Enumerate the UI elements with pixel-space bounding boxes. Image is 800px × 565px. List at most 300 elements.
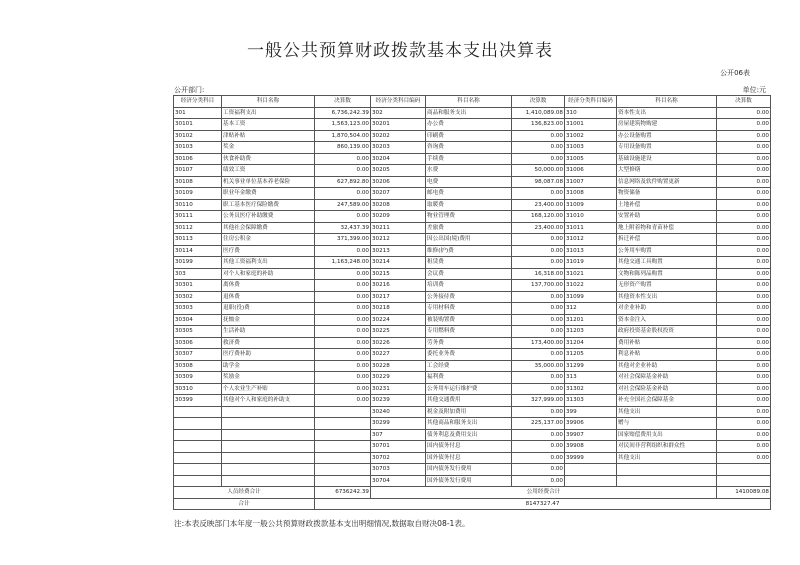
amount-cell: 0.00	[512, 475, 565, 487]
econ-code-cell	[174, 406, 222, 418]
econ-code-cell: 307	[371, 429, 426, 441]
subject-name-cell: 对个人和家庭的补助	[222, 268, 315, 280]
amount-cell: 0.00	[717, 452, 771, 464]
subject-name-cell: 政府投资基金股权投资	[617, 326, 717, 338]
amount-cell: 0.00	[717, 268, 771, 280]
amount-cell: 860,139.00	[315, 142, 371, 154]
department-label: 公开部门:	[174, 86, 205, 94]
header-amount: 决算数	[315, 96, 371, 108]
subject-name-cell: 拆迁补偿	[617, 234, 717, 246]
table-row	[174, 464, 771, 476]
table-row	[174, 268, 771, 280]
econ-code-cell: 31299	[565, 360, 617, 372]
amount-cell: 0.00	[512, 188, 565, 200]
subject-name-cell: 补充全国社会保障基金	[617, 395, 717, 407]
subject-name-cell: 公务用车购置	[617, 245, 717, 257]
econ-code-cell: 30304	[174, 314, 222, 326]
econ-code-cell	[174, 464, 222, 476]
econ-code-cell: 31022	[565, 280, 617, 292]
econ-code-cell: 30106	[174, 153, 222, 165]
amount-cell: 0.00	[717, 199, 771, 211]
subject-name-cell: 其他支出	[617, 406, 717, 418]
econ-code-cell: 31008	[565, 188, 617, 200]
econ-code-cell: 30240	[371, 406, 426, 418]
econ-code-cell: 30215	[371, 268, 426, 280]
amount-cell: 0.00	[315, 372, 371, 384]
econ-code-cell: 31002	[565, 130, 617, 142]
subject-name-cell: 房屋建筑物购建	[617, 119, 717, 131]
subject-name-cell: 公务用车运行维护费	[426, 383, 512, 395]
header-amount: 决算数	[512, 96, 565, 108]
amount-cell: 0.00	[717, 337, 771, 349]
subject-name-cell: 对社会保障基金补助	[617, 372, 717, 384]
econ-code-cell: 312	[565, 303, 617, 315]
econ-code-cell: 39999	[565, 452, 617, 464]
subject-name-cell: 生活补助	[222, 326, 315, 338]
amount-cell: 0.00	[717, 372, 771, 384]
personnel-total-value: 6736242.39	[315, 487, 371, 499]
table-row	[174, 395, 771, 407]
amount-cell: 0.00	[717, 429, 771, 441]
amount-cell: 1,410,089.08	[512, 107, 565, 119]
table-row	[174, 441, 771, 453]
table-row	[174, 165, 771, 177]
subject-name-cell: 助学金	[222, 360, 315, 372]
amount-cell: 0.00	[717, 130, 771, 142]
amount-cell: 0.00	[512, 234, 565, 246]
subject-name-cell: 对社会保险基金补助	[617, 383, 717, 395]
table-row	[174, 475, 771, 487]
table-row	[174, 349, 771, 361]
expenditure-table	[173, 95, 771, 510]
footnote: 注:本表反映部门本年度一般公共预算财政拨款基本支出明细情况,数据取自财决08-1表。	[174, 519, 470, 528]
amount-cell	[717, 464, 771, 476]
econ-code-cell: 30239	[371, 395, 426, 407]
subject-name-cell	[222, 429, 315, 441]
econ-code-cell: 30101	[174, 119, 222, 131]
subject-name-cell: 基础设施建设	[617, 153, 717, 165]
subject-name-cell: 国家赔偿费用支出	[617, 429, 717, 441]
subject-name-cell: 奖金	[222, 142, 315, 154]
amount-cell: 23,400.00	[512, 199, 565, 211]
subject-name-cell: 物业管理费	[426, 211, 512, 223]
subject-name-cell: 医疗费	[222, 245, 315, 257]
econ-code-cell: 39907	[565, 429, 617, 441]
econ-code-cell: 31303	[565, 395, 617, 407]
amount-cell: 137,700.00	[512, 280, 565, 292]
table-row	[174, 107, 771, 119]
amount-cell: 0.00	[512, 314, 565, 326]
econ-code-cell	[174, 452, 222, 464]
subject-name-cell: 个人农业生产补贴	[222, 383, 315, 395]
subject-name-cell: 资本金注入	[617, 314, 717, 326]
econ-code-cell: 302	[371, 107, 426, 119]
econ-code-cell: 39908	[565, 441, 617, 453]
econ-code-cell: 30216	[371, 280, 426, 292]
amount-cell: 0.00	[315, 153, 371, 165]
subject-name-cell: 咨询费	[426, 142, 512, 154]
subject-name-cell: 职工基本医疗保险缴费	[222, 199, 315, 211]
econ-code-cell	[174, 441, 222, 453]
subject-name-cell: 福利费	[426, 372, 512, 384]
public-total-value: 1410089.08	[717, 487, 771, 499]
subject-name-cell: 水费	[426, 165, 512, 177]
subject-name-cell: 抚恤金	[222, 314, 315, 326]
table-row	[174, 291, 771, 303]
subject-name-cell: 公务接待费	[426, 291, 512, 303]
amount-cell: 0.00	[717, 165, 771, 177]
subject-name-cell: 邮电费	[426, 188, 512, 200]
subject-name-cell: 离休费	[222, 280, 315, 292]
econ-code-cell: 30217	[371, 291, 426, 303]
econ-code-cell	[565, 475, 617, 487]
econ-code-cell: 30213	[371, 245, 426, 257]
amount-cell: 0.00	[512, 303, 565, 315]
econ-code-cell: 30704	[371, 475, 426, 487]
subject-name-cell: 其他对个人和家庭的补助支	[222, 395, 315, 407]
table-row	[174, 188, 771, 200]
amount-cell: 0.00	[512, 406, 565, 418]
subject-name-cell: 津贴补贴	[222, 130, 315, 142]
subject-name-cell: 利息补贴	[617, 349, 717, 361]
subject-name-cell: 取暖费	[426, 199, 512, 211]
subject-name-cell: 住房公积金	[222, 234, 315, 246]
subject-name-cell: 国外债务发行费用	[426, 475, 512, 487]
amount-cell: 0.00	[315, 245, 371, 257]
amount-cell: 0.00	[717, 176, 771, 188]
table-row	[174, 199, 771, 211]
subject-name-cell: 土地补偿	[617, 199, 717, 211]
header-econ-code: 经济分类科目编码	[371, 96, 426, 108]
amount-cell: 0.00	[315, 188, 371, 200]
subject-name-cell: 文物和陈列品购置	[617, 268, 717, 280]
subject-name-cell: 专用设备购置	[617, 142, 717, 154]
subject-name-cell: 被装购置费	[426, 314, 512, 326]
amount-cell: 168,120.00	[512, 211, 565, 223]
amount-cell: 627,892.80	[315, 176, 371, 188]
amount-cell	[315, 452, 371, 464]
subject-name-cell: 赠与	[617, 418, 717, 430]
econ-code-cell: 31201	[565, 314, 617, 326]
econ-code-cell: 30303	[174, 303, 222, 315]
subject-name-cell: 资本性支出	[617, 107, 717, 119]
amount-cell: 50,000.00	[512, 165, 565, 177]
econ-code-cell: 30205	[371, 165, 426, 177]
subject-name-cell	[222, 475, 315, 487]
subject-name-cell: 伙食补助费	[222, 153, 315, 165]
econ-code-cell: 31013	[565, 245, 617, 257]
econ-code-cell: 31001	[565, 119, 617, 131]
econ-code-cell: 30306	[174, 337, 222, 349]
econ-code-cell: 30211	[371, 222, 426, 234]
econ-code-cell: 30206	[371, 176, 426, 188]
econ-code-cell: 30307	[174, 349, 222, 361]
amount-cell: 0.00	[717, 188, 771, 200]
econ-code-cell: 31205	[565, 349, 617, 361]
subject-name-cell: 委托业务费	[426, 349, 512, 361]
amount-cell: 0.00	[315, 337, 371, 349]
subject-name-cell	[222, 441, 315, 453]
econ-code-cell: 30229	[371, 372, 426, 384]
subject-name-cell: 会议费	[426, 268, 512, 280]
econ-code-cell: 30102	[174, 130, 222, 142]
econ-code-cell: 30214	[371, 257, 426, 269]
subject-name-cell	[617, 464, 717, 476]
table-row	[174, 245, 771, 257]
econ-code-cell: 39906	[565, 418, 617, 430]
table-row	[174, 429, 771, 441]
table-row	[174, 406, 771, 418]
grand-total-label: 合计	[174, 498, 315, 510]
subject-name-cell: 对企业补助	[617, 303, 717, 315]
grand-total-value: 8147327.47	[315, 498, 771, 510]
econ-code-cell: 30226	[371, 337, 426, 349]
subject-name-cell: 其他对企业补助	[617, 360, 717, 372]
table-row	[174, 234, 771, 246]
econ-code-cell: 31203	[565, 326, 617, 338]
subject-name-cell: 其他交通费用	[426, 395, 512, 407]
econ-code-cell: 30207	[371, 188, 426, 200]
subject-name-cell: 专用燃料费	[426, 326, 512, 338]
subject-name-cell: 安置补助	[617, 211, 717, 223]
table-row	[174, 372, 771, 384]
econ-code-cell: 30310	[174, 383, 222, 395]
subject-name-cell: 无形资产购置	[617, 280, 717, 292]
subject-name-cell: 其他交通工具购置	[617, 257, 717, 269]
amount-cell: 0.00	[717, 383, 771, 395]
econ-code-cell: 30301	[174, 280, 222, 292]
subject-name-cell: 其他社会保障缴费	[222, 222, 315, 234]
amount-cell: 23,400.00	[512, 222, 565, 234]
subject-name-cell: 对民间非营利组织和群众性	[617, 441, 717, 453]
subject-name-cell: 大型修缮	[617, 165, 717, 177]
econ-code-cell: 31006	[565, 165, 617, 177]
subject-name-cell: 费用补贴	[617, 337, 717, 349]
table-row	[174, 337, 771, 349]
econ-code-cell: 30212	[371, 234, 426, 246]
table-row	[174, 360, 771, 372]
amount-cell: 0.00	[315, 211, 371, 223]
amount-cell: 371,399.00	[315, 234, 371, 246]
subject-name-cell: 其他工资福利支出	[222, 257, 315, 269]
amount-cell: 16,318.00	[512, 268, 565, 280]
amount-cell	[315, 429, 371, 441]
amount-cell: 0.00	[315, 349, 371, 361]
amount-cell: 0.00	[512, 153, 565, 165]
table-row	[174, 257, 771, 269]
econ-code-cell: 310	[565, 107, 617, 119]
table-row	[174, 452, 771, 464]
table-row	[174, 119, 771, 131]
amount-cell: 98,087.08	[512, 176, 565, 188]
header-row	[174, 96, 771, 108]
econ-code-cell: 30114	[174, 245, 222, 257]
subject-name-cell: 印刷费	[426, 130, 512, 142]
table-row	[174, 211, 771, 223]
amount-cell: 0.00	[717, 153, 771, 165]
amount-cell: 0.00	[717, 360, 771, 372]
amount-cell: 0.00	[717, 314, 771, 326]
econ-code-cell: 30204	[371, 153, 426, 165]
econ-code-cell: 31019	[565, 257, 617, 269]
amount-cell: 0.00	[512, 257, 565, 269]
subject-name-cell: 国外债务付息	[426, 452, 512, 464]
subject-name-cell: 医疗费补助	[222, 349, 315, 361]
amount-cell	[315, 441, 371, 453]
amount-cell: 0.00	[315, 314, 371, 326]
subject-name-cell: 工资福利支出	[222, 107, 315, 119]
econ-code-cell: 30218	[371, 303, 426, 315]
subject-name-cell: 地上附着物和青苗补偿	[617, 222, 717, 234]
amount-cell: 1,870,504.00	[315, 130, 371, 142]
econ-code-cell: 31007	[565, 176, 617, 188]
econ-code-cell: 31011	[565, 222, 617, 234]
page-title: 一般公共预算财政拨款基本支出决算表	[247, 41, 553, 61]
amount-cell: 0.00	[717, 303, 771, 315]
subject-name-cell	[617, 475, 717, 487]
header-subject-name: 科目名称	[222, 96, 315, 108]
subject-name-cell: 信息网络及软件购置更新	[617, 176, 717, 188]
amount-cell: 327,999.00	[512, 395, 565, 407]
amount-cell	[315, 406, 371, 418]
subject-name-cell: 退职(役)费	[222, 303, 315, 315]
econ-code-cell: 31005	[565, 153, 617, 165]
amount-cell: 0.00	[512, 383, 565, 395]
table-row	[174, 280, 771, 292]
econ-code-cell: 30103	[174, 142, 222, 154]
amount-cell: 0.00	[717, 211, 771, 223]
header-econ-code: 经济分类科目编码	[565, 96, 617, 108]
econ-code-cell: 30109	[174, 188, 222, 200]
subject-name-cell	[222, 418, 315, 430]
table-row	[174, 222, 771, 234]
subject-name-cell: 绩效工资	[222, 165, 315, 177]
amount-cell: 0.00	[315, 280, 371, 292]
amount-cell: 0.00	[717, 257, 771, 269]
subject-name-cell	[222, 406, 315, 418]
econ-code-cell: 303	[174, 268, 222, 280]
subject-name-cell	[222, 464, 315, 476]
amount-cell: 1,163,248.00	[315, 257, 371, 269]
table-row	[174, 383, 771, 395]
header-subject-name: 科目名称	[617, 96, 717, 108]
amount-cell: 136,823.00	[512, 119, 565, 131]
econ-code-cell: 31009	[565, 199, 617, 211]
subject-name-cell: 专用材料费	[426, 303, 512, 315]
econ-code-cell: 30703	[371, 464, 426, 476]
header-subject-name: 科目名称	[426, 96, 512, 108]
econ-code-cell: 30110	[174, 199, 222, 211]
amount-cell: 0.00	[512, 464, 565, 476]
subject-name-cell: 工会经费	[426, 360, 512, 372]
amount-cell: 0.00	[717, 418, 771, 430]
econ-code-cell: 30231	[371, 383, 426, 395]
amount-cell: 0.00	[717, 395, 771, 407]
amount-cell: 0.00	[512, 441, 565, 453]
amount-cell: 0.00	[717, 349, 771, 361]
subject-name-cell: 租赁费	[426, 257, 512, 269]
amount-cell: 225,137.00	[512, 418, 565, 430]
amount-cell: 0.00	[717, 222, 771, 234]
subject-name-cell	[222, 452, 315, 464]
amount-cell: 35,000.00	[512, 360, 565, 372]
econ-code-cell: 399	[565, 406, 617, 418]
table-row	[174, 176, 771, 188]
econ-code-cell: 31204	[565, 337, 617, 349]
subject-name-cell: 其他支出	[617, 452, 717, 464]
econ-code-cell: 30208	[371, 199, 426, 211]
econ-code-cell: 30309	[174, 372, 222, 384]
econ-code-cell: 30112	[174, 222, 222, 234]
subject-name-cell: 公务员医疗补助缴费	[222, 211, 315, 223]
amount-cell	[315, 464, 371, 476]
econ-code-cell	[565, 464, 617, 476]
header-econ-code: 经济分类科目	[174, 96, 222, 108]
amount-cell: 0.00	[512, 326, 565, 338]
table-row	[174, 303, 771, 315]
amount-cell: 0.00	[717, 245, 771, 257]
subject-name-cell: 差旅费	[426, 222, 512, 234]
amount-cell: 0.00	[717, 119, 771, 131]
personnel-total-label: 人员经费合计	[174, 487, 315, 499]
subject-name-cell: 因公出国(境)费用	[426, 234, 512, 246]
amount-cell: 0.00	[512, 429, 565, 441]
amount-cell: 0.00	[717, 280, 771, 292]
amount-cell: 0.00	[315, 303, 371, 315]
econ-code-cell: 31099	[565, 291, 617, 303]
econ-code-cell: 30308	[174, 360, 222, 372]
subject-name-cell: 税金及附加费用	[426, 406, 512, 418]
amount-cell: 0.00	[315, 268, 371, 280]
subject-name-cell: 劳务费	[426, 337, 512, 349]
grand-total-row	[174, 498, 771, 510]
form-number: 公开06表	[720, 69, 750, 77]
subject-name-cell: 救济费	[222, 337, 315, 349]
subject-name-cell: 办公设备购置	[617, 130, 717, 142]
econ-code-cell: 30701	[371, 441, 426, 453]
subject-name-cell: 其他资本性支出	[617, 291, 717, 303]
econ-code-cell	[174, 418, 222, 430]
subject-name-cell: 商品和服务支出	[426, 107, 512, 119]
subject-name-cell: 机关事业单位基本养老保险	[222, 176, 315, 188]
subject-name-cell: 办公费	[426, 119, 512, 131]
econ-code-cell: 30108	[174, 176, 222, 188]
amount-cell: 0.00	[512, 142, 565, 154]
unit-label: 单位:元	[742, 86, 766, 94]
amount-cell: 0.00	[512, 291, 565, 303]
amount-cell: 0.00	[512, 452, 565, 464]
table-row	[174, 314, 771, 326]
subject-name-cell: 债务利息及费用支出	[426, 429, 512, 441]
amount-cell: 0.00	[717, 406, 771, 418]
amount-cell: 0.00	[315, 395, 371, 407]
econ-code-cell: 31302	[565, 383, 617, 395]
amount-cell: 0.00	[717, 234, 771, 246]
amount-cell: 0.00	[512, 130, 565, 142]
subject-name-cell: 退休费	[222, 291, 315, 303]
table-row	[174, 326, 771, 338]
amount-cell: 0.00	[512, 372, 565, 384]
table-row	[174, 153, 771, 165]
amount-cell: 173,400.00	[512, 337, 565, 349]
amount-cell	[717, 475, 771, 487]
amount-cell: 0.00	[717, 107, 771, 119]
amount-cell: 0.00	[717, 326, 771, 338]
amount-cell: 0.00	[512, 245, 565, 257]
subject-name-cell: 其他商品和服务支出	[426, 418, 512, 430]
amount-cell: 0.00	[315, 165, 371, 177]
econ-code-cell: 30228	[371, 360, 426, 372]
